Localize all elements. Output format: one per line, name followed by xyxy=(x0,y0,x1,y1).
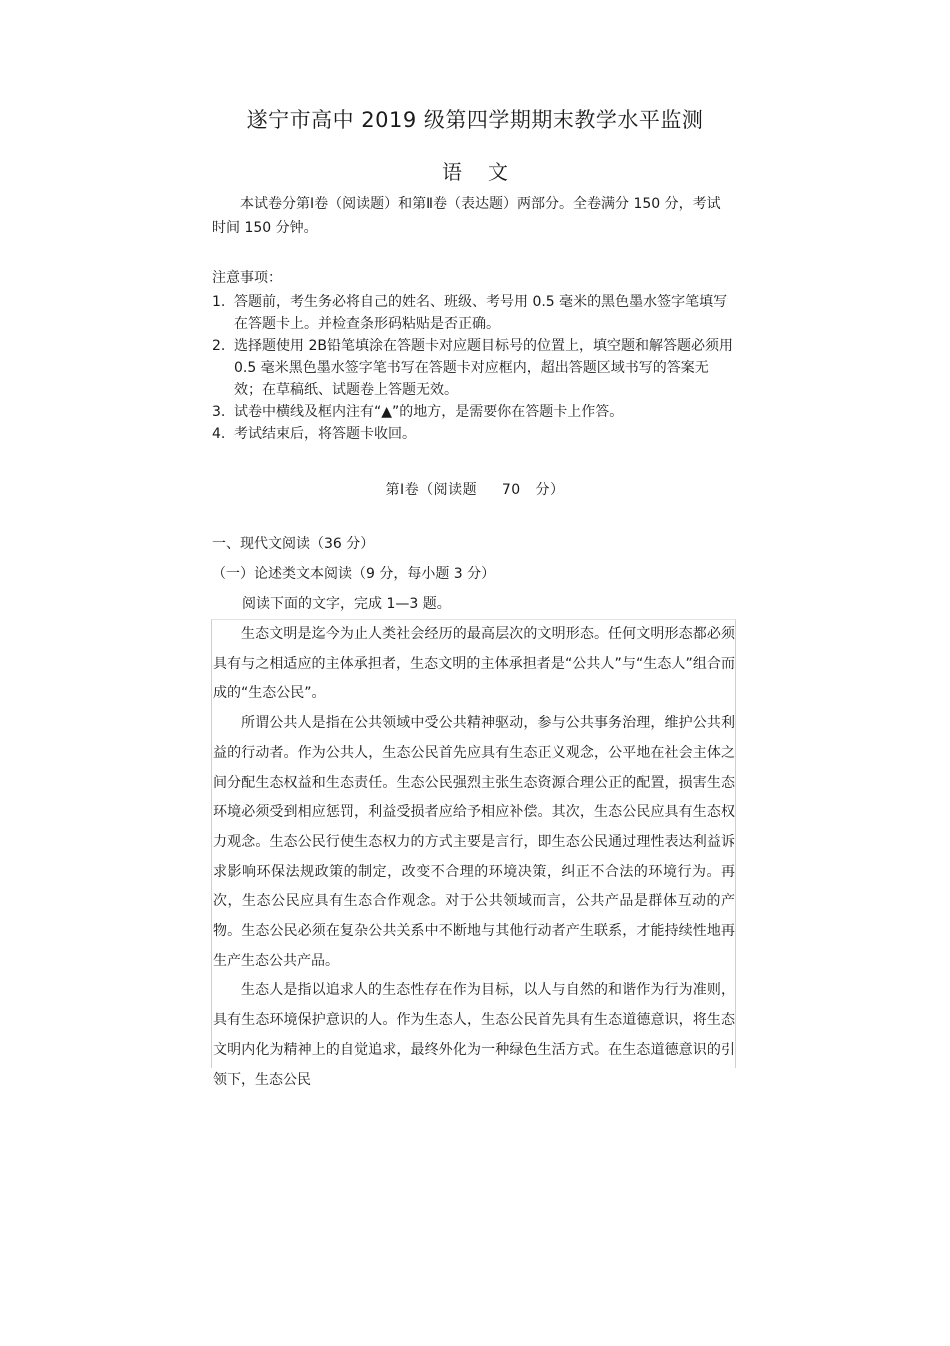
note-item xyxy=(212,335,734,401)
note-text: 答题前，考生务必将自己的姓名、班级、考号用 0.5 毫米的黑色墨水签字笔填写在答题卡上。并检查条形码粘贴是否正确。 xyxy=(234,294,728,332)
exam-intro: 本试卷分第Ⅰ卷（阅读题）和第Ⅱ卷（表达题）两部分。全卷满分 150 分，考试时间 150 分钟。 xyxy=(212,196,721,236)
note-number: 2. xyxy=(212,338,226,354)
passage-paragraph: 所谓公共人是指在公共领域中受公共精神驱动，参与公共事务治理，维护公共利益的行动者。作为公共人，生态公民首先应具有生态正义观念，公平地在社会主体之间分配生态权益和生态责任。生态公民强烈主张生态资源合理公正的配置，损害生态环境必须受到相应惩罚，利益受损者应给予相应补偿。其次，生态公民应具有生态权力观念。生态公民行使生态权力的方式主要是言行，即生态公民通过理性表达利益诉求影响环保法规政策的制定，改变不合理的环境决策，纠正不合法的环境行为。再次，生态公民应具有生态合作观念。对于公共领域而言，公共产品是群体互动的产物。生态公民必须在复杂公共关系中不断地与其他行动者产生联系，才能持续性地再生产生态公共产品。 xyxy=(213,715,735,969)
note-item xyxy=(212,291,734,335)
reading-passage xyxy=(211,619,736,1088)
note-number: 1. xyxy=(212,294,226,310)
section-heading: 一、现代文阅读（36 分） xyxy=(212,536,375,552)
note-item xyxy=(212,423,734,445)
note-number: 3. xyxy=(212,404,226,420)
note-number: 4. xyxy=(212,426,226,442)
notes-heading: 注意事项： xyxy=(212,270,282,286)
note-text: 考试结束后，将答题卡收回。 xyxy=(234,426,416,442)
part-title: 第Ⅰ卷（阅读题 70 分） xyxy=(385,482,565,498)
note-item xyxy=(212,401,734,423)
passage-paragraph: 生态人是指以追求人的生态性存在作为目标，以人与自然的和谐作为行为准则，具有生态环境保护意识的人。作为生态人，生态公民首先具有生态道德意识，将生态文明内化为精神上的自觉追求，最终外化为一种绿色生活方式。在生态道德意识的引领下，生态公民 xyxy=(213,982,735,1088)
exam-title: 遂宁市高中 2019 级第四学期期末教学水平监测 xyxy=(246,108,704,132)
reading-instruction: 阅读下面的文字，完成 1—3 题。 xyxy=(242,596,451,612)
note-text: 选择题使用 2B铅笔填涂在答题卡对应题目标号的位置上，填空题和解答题必须用 0.5 毫米黑色墨水签字笔书写在答题卡对应框内，超出答题区域书写的答案无效；在草稿纸、试题卷上答题无效。 xyxy=(234,338,733,398)
subsection-heading: （一）论述类文本阅读（9 分，每小题 3 分） xyxy=(212,566,496,582)
note-text: 试卷中横线及框内注有“▲”的地方，是需要你在答题卡上作答。 xyxy=(234,404,624,420)
passage-paragraph: 生态文明是迄今为止人类社会经历的最高层次的文明形态。任何文明形态都必须具有与之相适应的主体承担者，生态文明的主体承担者是“公共人”与“生态人”组合而成的“生态公民”。 xyxy=(213,626,735,702)
notes-section xyxy=(212,266,734,445)
subject-title: 语文 xyxy=(442,160,534,184)
